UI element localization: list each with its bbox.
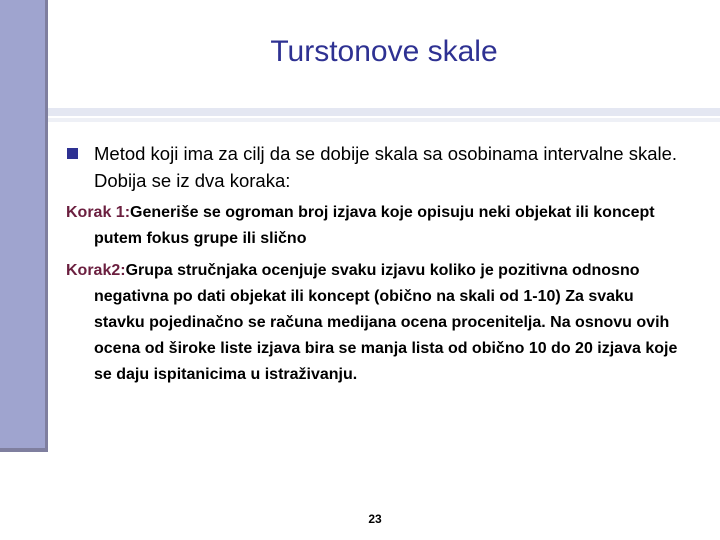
- slide-content: [66, 140, 686, 394]
- step-2-paragraph: [66, 258, 686, 388]
- step-2-label: Korak2:: [66, 262, 126, 279]
- left-sidebar-band: [0, 0, 48, 452]
- slide-title: Turstonove skale: [270, 35, 498, 68]
- main-bullet: [66, 140, 686, 194]
- main-bullet-text: Metod koji ima za cilj da se dobije skala sa osobinama intervalne skale. Dobija se iz dva koraka:: [94, 143, 678, 191]
- square-bullet-icon: [67, 148, 78, 159]
- step-2-text: Grupa stručnjaka ocenjuje svaku izjavu koliko je pozitivna odnosno negativna po dati objekat ili koncept (obično na skali od 1-10) Za svaku stavku pojedinačno se računa medijana ocena procenitelja. Na osnovu ovih ocena od široke liste izjava bira se manja lista od obično 10 do 20 izjava koje se daju ispitanicima u istraživanju.: [94, 262, 678, 383]
- title-divider: [48, 108, 720, 122]
- step-1-label: Korak 1:: [66, 204, 131, 221]
- step-1-paragraph: [66, 200, 686, 252]
- page-number: 23: [368, 512, 382, 526]
- step-1-text: Generiše se ogroman broj izjava koje opisuju neki objekat ili koncept putem fokus grupe ili slično: [94, 204, 655, 247]
